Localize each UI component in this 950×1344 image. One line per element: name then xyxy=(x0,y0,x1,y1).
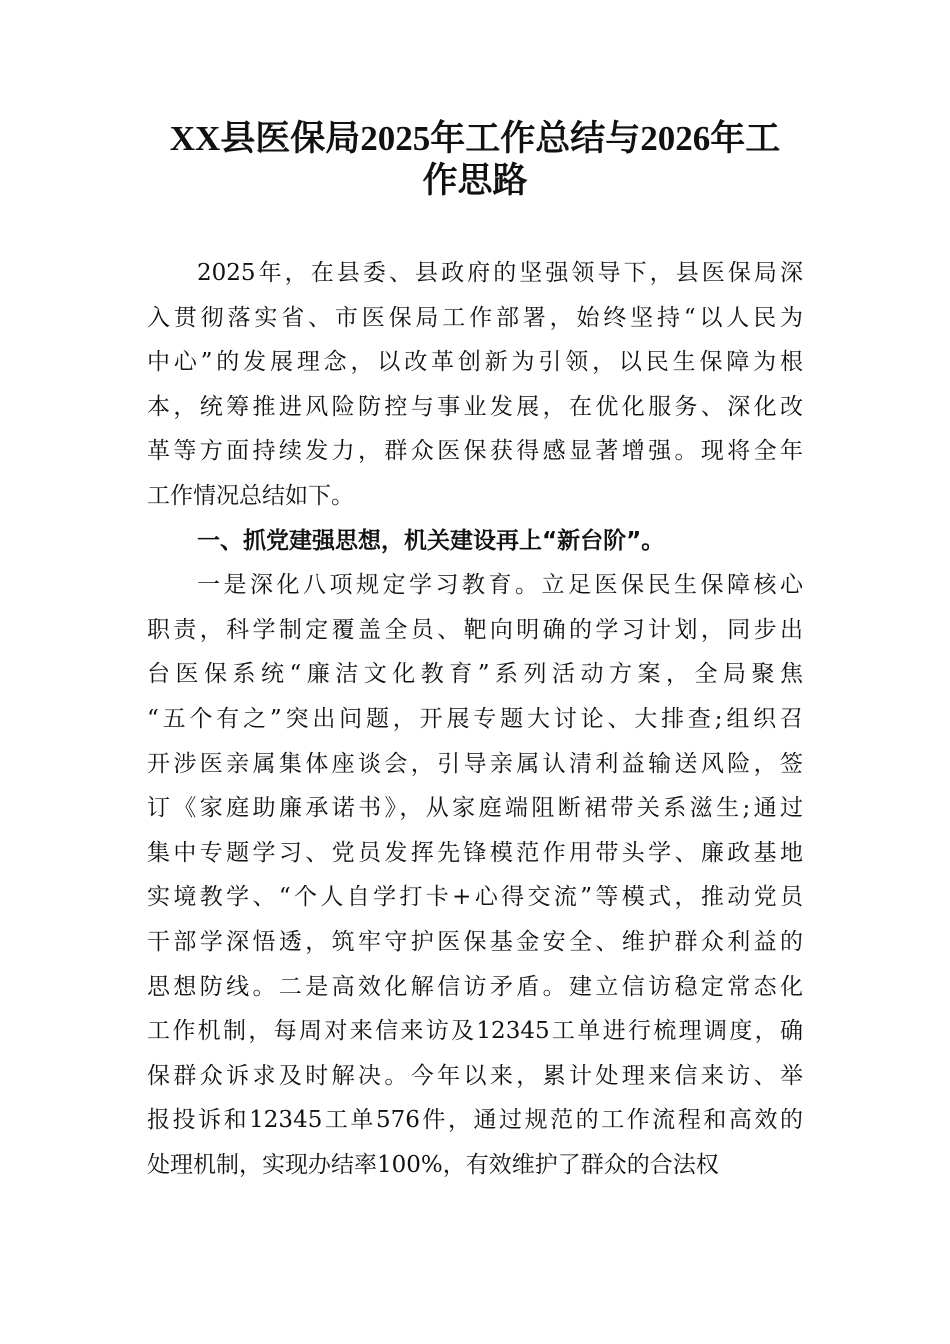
paragraph-line: 干部学深悟透，筑牢守护医保基金安全、维护群众利益的 xyxy=(147,928,803,955)
paragraph-line: 工作机制，每周对来信来访及12345工单进行梳理调度，确 xyxy=(147,1018,803,1045)
paragraph-line: 实境教学、“个人自学打卡+心得交流”等模式，推动党员 xyxy=(147,884,803,911)
paragraph-line: 台医保系统“廉洁文化教育”系列活动方案，全局聚焦 xyxy=(147,661,803,688)
paragraph-line: 中心”的发展理念，以改革创新为引领，以民生保障为根 xyxy=(147,349,803,376)
paragraph-line: 入贯彻落实省、市医保局工作部署，始终坚持“以人民为 xyxy=(147,304,803,331)
section-heading: 一、抓党建强思想，机关建设再上“新台阶”。 xyxy=(197,527,665,554)
paragraph-line: 思想防线。二是高效化解信访矛盾。建立信访稳定常态化 xyxy=(147,973,803,1000)
paragraph-line: 革等方面持续发力，群众医保获得感显著增强。现将全年 xyxy=(147,438,803,465)
paragraph-line: 集中专题学习、党员发挥先锋模范作用带头学、廉政基地 xyxy=(147,839,803,866)
document-body xyxy=(147,251,803,1187)
paragraph-line: 订《家庭助廉承诺书》，从家庭端阻断裙带关系滋生;通过 xyxy=(147,795,803,822)
title-line: 作思路 xyxy=(422,161,528,200)
paragraph-line: 本，统筹推进风险防控与事业发展，在优化服务、深化改 xyxy=(147,393,803,420)
paragraph-line: 一是深化八项规定学习教育。立足医保民生保障核心 xyxy=(197,572,803,599)
document-title xyxy=(140,118,810,202)
paragraph-line: 处理机制，实现办结率100%，有效维护了群众的合法权 xyxy=(147,1151,719,1178)
title-line: XX县医保局2025年工作总结与2026年工 xyxy=(169,119,781,158)
paragraph-line: 2025年，在县委、县政府的坚强领导下，县医保局深 xyxy=(197,260,803,286)
paragraph-line: 报投诉和12345工单576件，通过规范的工作流程和高效的 xyxy=(147,1107,803,1134)
paragraph-line: 开涉医亲属集体座谈会，引导亲属认清利益输送风险，签 xyxy=(147,750,803,777)
paragraph-line: 工作情况总结如下。 xyxy=(147,482,354,509)
paragraph-line: “五个有之”突出问题，开展专题大讨论、大排查;组织召 xyxy=(147,705,803,732)
paragraph-line: 职责，科学制定覆盖全员、靶向明确的学习计划，同步出 xyxy=(147,616,803,643)
paragraph-line: 保群众诉求及时解决。今年以来，累计处理来信来访、举 xyxy=(147,1062,803,1089)
